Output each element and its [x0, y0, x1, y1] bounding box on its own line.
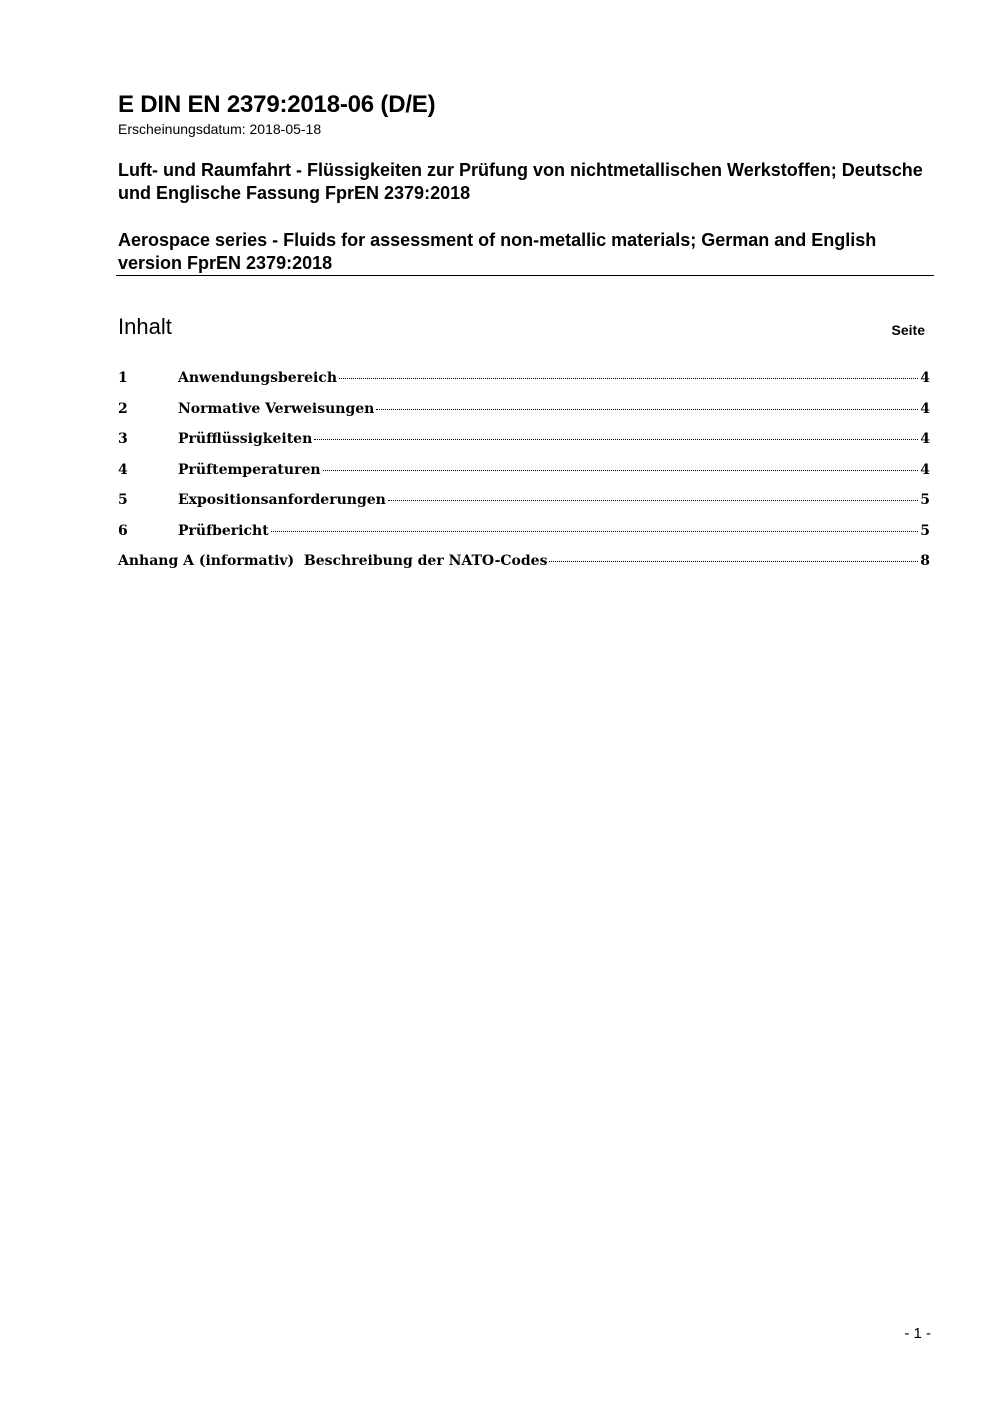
german-title: Luft- und Raumfahrt - Flüssigkeiten zur Prüfung von nichtmetallischen Werkstoffen; Deutsche und Englische Fassung FprEN 2379:2018 [118, 160, 923, 203]
toc-entry-number: 4 [118, 461, 128, 478]
toc-entry-title: Prüftemperaturen [178, 461, 321, 478]
toc-dot-leader [323, 470, 919, 471]
toc-dot-leader [339, 378, 918, 379]
toc-dot-leader [314, 439, 918, 440]
table-of-contents [118, 370, 930, 584]
toc-entry[interactable] [118, 431, 930, 462]
toc-entry-number: 3 [118, 431, 128, 447]
toc-entry-number: 6 [118, 522, 128, 539]
document-title: E DIN EN 2379:2018-06 (D/E) [118, 91, 436, 118]
toc-entry-title: Anwendungsbereich [178, 370, 337, 386]
toc-entry-page: 4 [920, 461, 930, 478]
toc-entry[interactable] [118, 462, 930, 493]
toc-entry[interactable] [118, 492, 930, 523]
toc-entry-page: 4 [920, 400, 930, 417]
toc-annex-title: Anhang A (informativ) Beschreibung der NATO-Codes [118, 553, 548, 569]
toc-entry-number: 1 [118, 370, 128, 386]
page-number: - 1 - [904, 1325, 931, 1342]
toc-dot-leader [388, 500, 918, 501]
publication-date: Erscheinungsdatum: 2018-05-18 [118, 121, 322, 137]
toc-entry-title: Normative Verweisungen [178, 400, 375, 417]
toc-entry-title: Expositionsanforderungen [178, 492, 386, 508]
toc-entry[interactable] [118, 523, 930, 554]
english-title: Aerospace series - Fluids for assessment of non-metallic materials; German and English version FprEN 2379:2018 [118, 230, 877, 273]
toc-dot-leader [549, 561, 918, 562]
toc-annex-page: 8 [920, 553, 930, 569]
toc-entry-number: 2 [118, 400, 128, 417]
toc-dot-leader [271, 531, 919, 532]
toc-entry[interactable] [118, 401, 930, 432]
toc-annex-entry[interactable] [118, 553, 930, 584]
toc-dot-leader [376, 409, 918, 410]
toc-entry-page: 4 [920, 370, 930, 386]
toc-entry-title: Prüfbericht [178, 522, 269, 539]
toc-entry-title: Prüfflüssigkeiten [178, 431, 313, 447]
toc-heading: Inhalt [118, 314, 172, 339]
toc-page-column-label: Seite [891, 322, 925, 338]
header-divider [116, 275, 934, 276]
toc-entry-number: 5 [118, 492, 128, 508]
toc-entry-page: 4 [920, 431, 930, 447]
toc-entry-page: 5 [920, 522, 930, 539]
toc-entry-page: 5 [920, 492, 930, 508]
toc-entry[interactable] [118, 370, 930, 401]
